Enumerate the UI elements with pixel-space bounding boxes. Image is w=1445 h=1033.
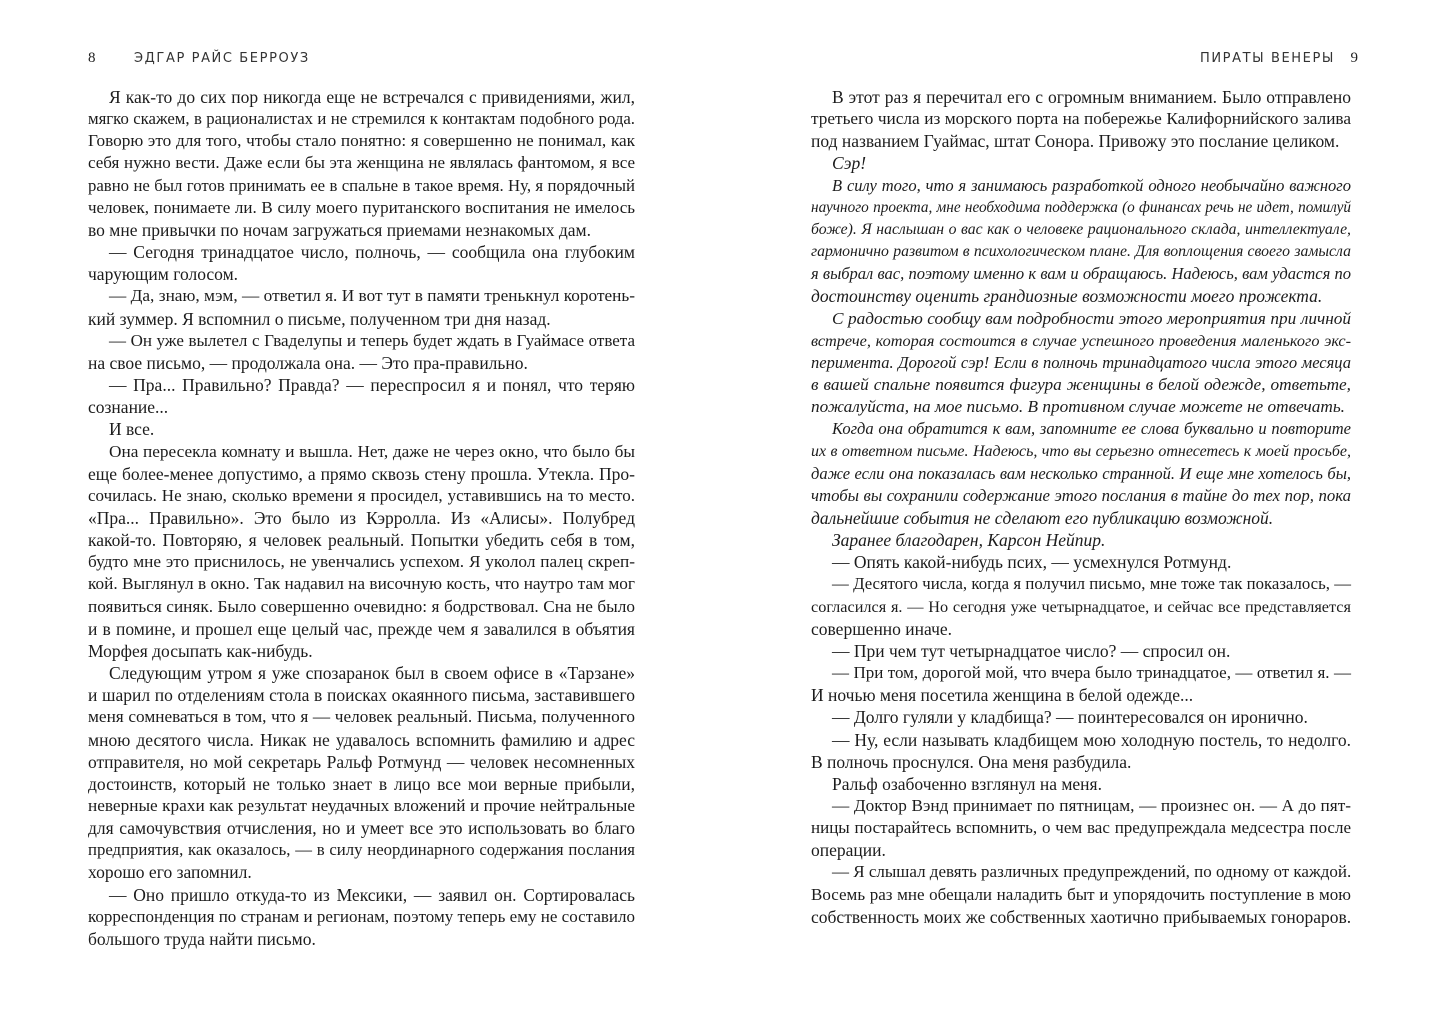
text-line: большого труда найти письмо. [88,928,316,949]
text-line: гармонично развитом в психологическом плане. Для воплощения своего замысла [811,243,1351,261]
text-line: Я как-то до сих пор никогда еще не встречался с привидениями, жил, [109,87,635,107]
text-line: под названием Гуаймас, штат Сонора. Привожу это послание целиком. [811,131,1340,152]
text-line: и в помине, и прошел еще целый час, прежде чем я завалился в объятия [88,618,635,639]
text-line: Говорю это для того, чтобы стало понятно: я совершенно не понимал, как [88,131,635,151]
text-line: равно не был готов принимать ее в спальне в такое время. Ну, я порядочный [88,175,635,195]
right-running-head: ПИРАТЫ ВЕНЕРЫ [1199,51,1335,66]
text-line: С радостью сообщу вам подробности этого мероприятия при личной [832,308,1351,328]
text-line: будто мне это приснилось, не увенчались успехом. Я уколол палец скреп- [88,552,635,572]
right-page-number: 9 [1350,50,1358,66]
text-line: предприятия, как оказалось, — в силу неординарного содержания послания [88,840,635,860]
text-line: корреспонденция по странам и регионам, поэтому теперь ему не составило [88,906,635,926]
text-line: неверные крахи как результат неудачных вложений и прочие нейтральные [88,796,635,815]
text-line: Когда она обратится к вам, запомните ее слова буквально и повторите [832,419,1351,439]
left-page [0,0,722,1033]
text-line: достоинств, который не только знает в лицо все мои верные прибыли, [88,773,635,794]
text-line: Восемь раз мне обещали наладить быт и упорядочить поступление в мою [811,884,1351,904]
text-line: я выбрал вас, поэтому именно к вам и обращаюсь. Надеюсь, вам удастся по [811,264,1351,284]
text-line: еще более-менее допустимо, а прямо сквозь стену прошла. Утекла. Про- [88,463,635,484]
text-line: чарующим голосом. [88,264,239,285]
text-line: для самочувствия отчисления, но и умеет все это использовать во благо [88,818,635,839]
text-line: и шарил по отделениям стола в поисках окаянного письма, заставившего [88,685,635,706]
text-line: Морфея досыпать как-нибудь. [88,640,313,661]
text-line: — Пра... Правильно? Правда? — переспросил я и понял, что теряю [109,375,635,396]
text-line: даже если она показалась вам несколько странной. И еще мне хотелось бы, [811,463,1351,483]
text-line: Следующим утром я уже спозаранок был в своем офисе в «Тарзане» [109,663,635,684]
text-line: — Десятого числа, когда я получил письмо, мне тоже так показалось, — [832,574,1351,594]
text-line: — Ну, если называть кладбищем мою холодную постель, то недолго. [832,729,1351,750]
text-line: встрече, которая состоится в случае успешного проведения маленького экс- [811,331,1351,350]
text-line: операции. [811,840,886,861]
text-line: — Оно пришло откуда-то из Мексики, — заявил он. Сортировалась [109,884,635,905]
text-line: Заранее благодарен, Карсон Нейпир. [832,530,1106,551]
text-line: кий зуммер. Я вспомнил о письме, полученном три дня назад. [88,308,551,329]
text-line: В полночь проснулся. Она меня разбудила. [811,751,1132,772]
text-line: — Я слышал девять различных предупреждений, по одному от каждой. [832,862,1352,882]
text-line: — Доктор Вэнд принимает по пятницам, — произнес он. — А до пят- [832,796,1351,815]
left-running-head: ЭДГАР РАЙС БЕРРОУЗ [134,51,310,66]
text-line: себя нужно вести. Даже если бы эта женщина не являлась фантомом, я все [88,153,635,173]
text-line: согласился я. — Но сегодня уже четырнадцатое, и сейчас все представляется [811,597,1351,616]
right-page [722,0,1444,1033]
text-line: — При чем тут четырнадцатое число? — спросил он. [832,640,1231,661]
text-line: во мне привычки по ночам загружаться приемами незнакомых дам. [88,219,591,240]
text-line: человек, понимаете ли. В силу моего пуританского воспитания не имелось [88,197,635,217]
text-line: — Он уже вылетел с Гваделупы и теперь будет ждать в Гуаймасе ответа [109,330,635,350]
text-line: чтобы вы сохранили содержание этого послания в тайне до тех пор, пока [811,485,1351,505]
text-line: мною десятого числа. Никак не удавалось вспомнить фамилию и адрес [88,729,635,750]
text-line: на свое письмо, — продолжала она. — Это пра-правильно. [88,352,528,373]
text-line: дальнейшие события не сделают его публикацию возможной. [811,507,1274,528]
text-line: какой-то. Повторяю, я человек реальный. Попытки убедить себя в том, [88,530,635,551]
text-line: третьего числа из морского порта на побережье Калифорнийского залива [811,109,1351,129]
text-line: В этот раз я перечитал его с огромным вниманием. Было отправлено [832,87,1351,107]
text-line: в вашей спальне появится фигура женщины в белой одежде, ответьте, [811,375,1351,395]
text-line: «Пра... Правильно». Это было из Кэрролла. Из «Алисы». Полубред [88,507,635,528]
text-line: И ночью меня посетила женщина в белой одежде... [811,685,1194,706]
text-line: сочилась. Не знаю, сколько времени я просидел, уставившись на то место. [88,485,635,505]
text-line: — Опять какой-нибудь псих, — усмехнулся Ротмунд. [832,552,1232,573]
text-line: мягко скажем, в рационалистах и не стремился к контактам подобного рода. [88,109,635,129]
text-line: — Сегодня тринадцатое число, полночь, — сообщила она глубоким [109,242,635,263]
text-line: боже). Я наслышан о вас как о человеке рационального склада, интеллектуале, [811,220,1351,238]
text-line: научного проекта, мне необходима поддержка (о финансах речь не идет, помилуй [811,198,1351,216]
text-line: — Да, знаю, мэм, — ответил я. И вот тут в памяти тренькнул коротень- [109,286,635,306]
text-line: их в ответном письме. Надеюсь, что вы серьезно отнесетесь к моей просьбе, [811,442,1351,460]
text-line: Она пересекла комнату и вышла. Нет, даже не через окно, что было бы [109,441,635,461]
text-line: Сэр! [832,153,867,174]
text-line: — При том, дорогой мой, что вчера было тринадцатое, — ответил я. — [832,663,1351,683]
right-page-text [811,86,1351,928]
text-line: хорошо его запомнил. [88,862,252,883]
text-line: пожалуйста, на мое письмо. В противном случае можете не отвечать. [811,397,1345,417]
text-line: сознание... [88,397,169,418]
left-page-number: 8 [88,50,96,66]
text-line: появиться синяк. Было совершенно очевидно: я бодрствовал. Сна не было [88,596,635,616]
text-line: — Долго гуляли у кладбища? — поинтересовался он иронично. [832,707,1308,728]
text-line: совершенно иначе. [811,618,953,639]
text-line: В силу того, что я занимаюсь разработкой одного необычайно важного [832,175,1351,195]
text-line: ницы постарайтесь вспомнить, о чем вас предупреждала медсестра после [811,818,1351,838]
text-line: отправителя, но мой секретарь Ральф Ротмунд — человек несомненных [88,751,635,772]
text-line: кой. Выглянул в окно. Так надавил на височную кость, что наутро там мог [88,574,635,594]
text-line: И все. [109,419,155,440]
text-line: достоинству оценить грандиозные возможности моего прожекта. [811,286,1323,307]
text-line: меня сомневаться в том, что я — человек реальный. Письма, полученного [88,707,635,727]
text-line: собственность моих же собственных хаотично прибываемых гонораров. [811,906,1352,927]
text-line: Ральф озабоченно взглянул на меня. [832,773,1102,794]
left-page-text [88,86,635,950]
text-line: перимента. Дорогой сэр! Если в полночь тринадцатого числа этого месяца [811,352,1351,372]
